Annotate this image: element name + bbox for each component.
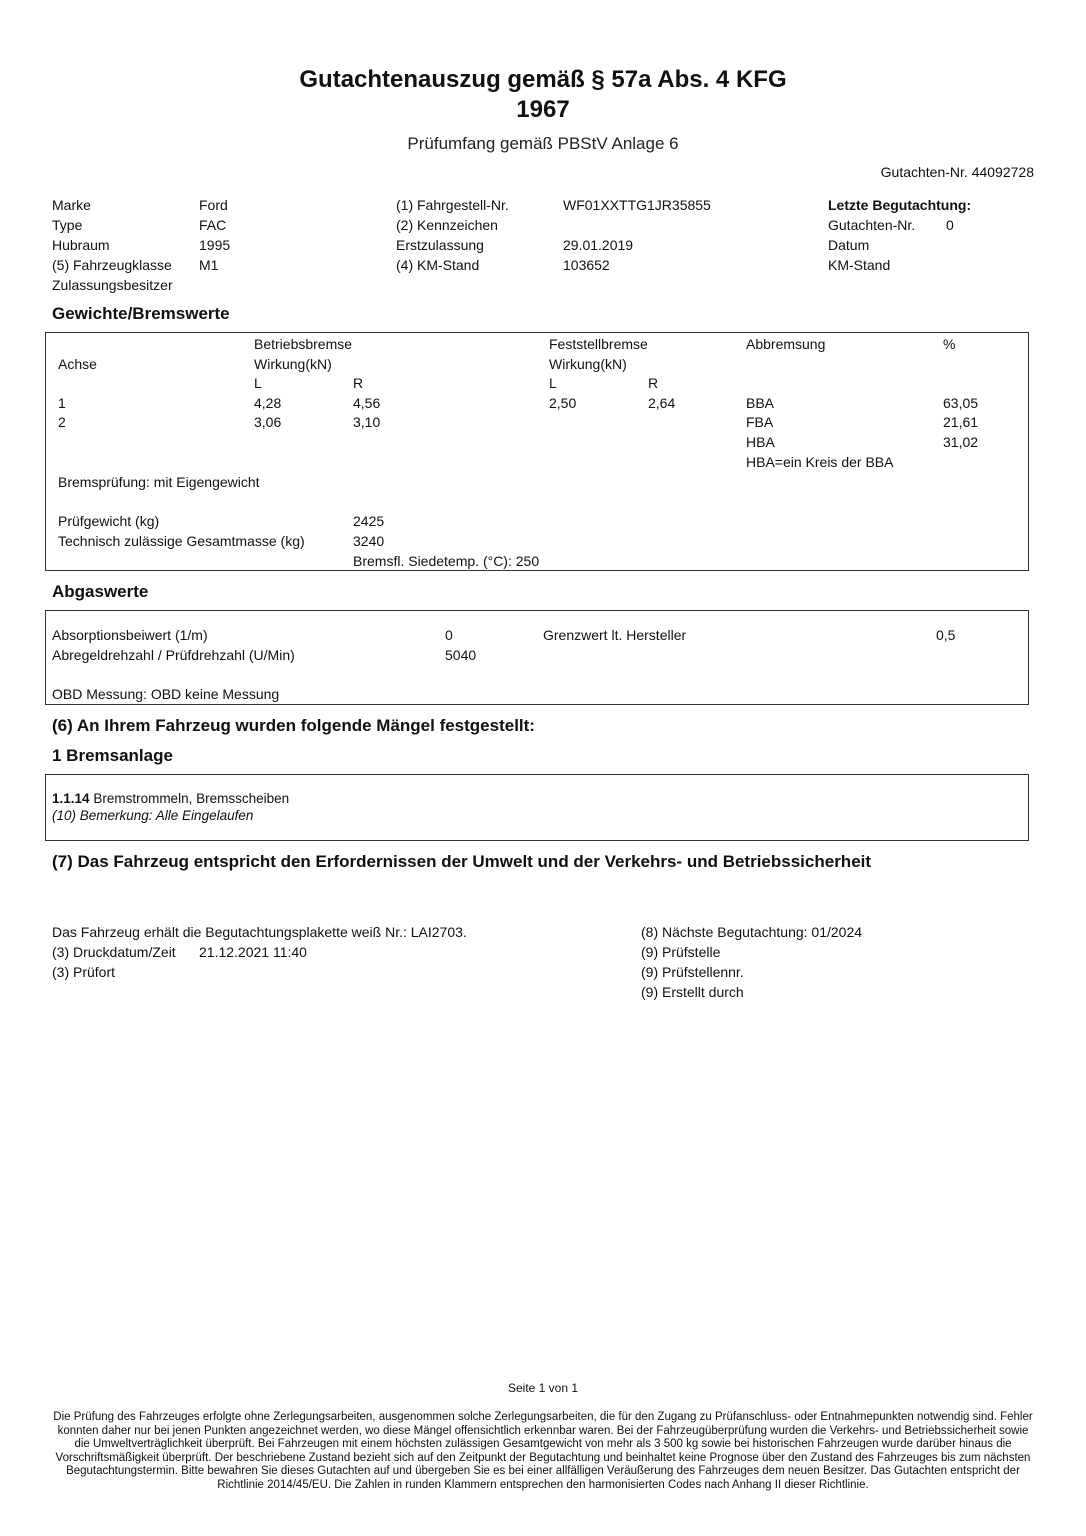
axle-1-number: 1 <box>58 395 66 411</box>
absorption-label: Absorptionsbeiwert (1/m) <box>52 627 208 643</box>
naechste-begutachtung: (8) Nächste Begutachtung: 01/2024 <box>641 924 863 940</box>
fest-l-header: L <box>549 375 557 391</box>
axle-1-fest-l: 2,50 <box>549 395 577 411</box>
marke-value: Ford <box>199 197 228 213</box>
letzte-km-label: KM-Stand <box>828 257 891 273</box>
defect-remark: (10) Bemerkung: Alle Eingelaufen <box>52 808 254 823</box>
hubraum-label: Hubraum <box>52 237 110 253</box>
footer-disclaimer: Die Prüfung des Fahrzeuges erfolgte ohne Zerlegungsarbeiten, ausgenommen solche Zerlegungsarbeiten, die für den Zugang zu Prüfanschluss- oder Entnahmepunkten notwendig sind. Fehler konnten daher nur bei jenen Punkten angezeichnet werden, wo diese Mängel offensichtlich erkennbar waren. Bei der Fahrzeugüberprüfung wurden die Verkehrs- und Betriebssicherheit sowie die Umweltverträglichkeit überprüft. Bei Fahrzeugen mit einem höchsten zulässigen Gesamtgewicht von mehr als 3 500 kg sowie bei historischen Fahrzeugen wurde darüber hinaus die Vorschriftsmäßigkeit überprüft. Der beschriebene Zustand bezieht sich auf den Zeitpunkt der Begutachtung und beinhaltet keine Prognose über den Zustand des Fahrzeuges bis zum nächsten Begutachtungstermin. Bitte bewahren Sie dieses Gutachten auf und übergeben Sie es bei einer allfälligen Veräußerung des Fahrzeuges dem neuen Besitzer. Das Gutachten entspricht der Richtlinie 2014/45/EU. Die Zahlen in runden Klammern entsprechen den harmonisierten Codes nach Anhang II dieser Richtlinie. <box>53 1411 1033 1491</box>
gutachten-number: Gutachten-Nr. 44092728 <box>880 164 1034 180</box>
druck-label: (3) Druckdatum/Zeit <box>52 944 176 960</box>
axle-1-fest-r: 2,64 <box>648 395 676 411</box>
marke-label: Marke <box>52 197 91 213</box>
pruefstellennr-label: (9) Prüfstellennr. <box>641 964 744 980</box>
erstzulassung-label: Erstzulassung <box>396 237 484 253</box>
bba-label: BBA <box>746 395 775 411</box>
betriebsbremse-header: Betriebsbremse <box>254 336 353 352</box>
hba-label: HBA <box>746 434 775 450</box>
defects-heading: (6) An Ihrem Fahrzeug wurden folgende Mängel festgestellt: <box>52 716 535 735</box>
achse-header: Achse <box>58 356 97 372</box>
pruefgewicht-label: Prüfgewicht (kg) <box>58 513 160 529</box>
letzte-nr-value: 0 <box>946 217 954 233</box>
klasse-value: M1 <box>199 257 219 273</box>
gesamtmasse-value: 3240 <box>353 533 385 549</box>
obd-text: OBD Messung: OBD keine Messung <box>52 686 280 702</box>
kennzeichen-label: (2) Kennzeichen <box>396 217 498 233</box>
besitzer-label: Zulassungsbesitzer <box>52 277 173 293</box>
letzte-nr-label: Gutachten-Nr. <box>828 217 916 233</box>
fahrgestell-value: WF01XXTTG1JR35855 <box>563 197 711 213</box>
emissions-heading: Abgaswerte <box>52 582 149 601</box>
type-value: FAC <box>199 217 227 233</box>
percent-header: % <box>943 336 956 352</box>
feststellbremse-header: Feststellbremse <box>549 336 648 352</box>
letzte-datum-label: Datum <box>828 237 870 253</box>
betrieb-r-header: R <box>353 375 364 391</box>
document-subtitle: Prüfumfang gemäß PBStV Anlage 6 <box>407 134 679 153</box>
fba-label: FBA <box>746 414 774 430</box>
hba-note: HBA=ein Kreis der BBA <box>746 454 894 470</box>
absorption-value: 0 <box>445 627 453 643</box>
wirkung-betrieb-header: Wirkung(kN) <box>254 356 332 372</box>
druck-value: 21.12.2021 11:40 <box>199 944 307 960</box>
axle-1-betrieb-r: 4,56 <box>353 395 381 411</box>
pruefstelle-label: (9) Prüfstelle <box>641 944 721 960</box>
fahrgestell-label: (1) Fahrgestell-Nr. <box>396 197 509 213</box>
klasse-label: (5) Fahrzeugklasse <box>52 257 172 273</box>
hubraum-value: 1995 <box>199 237 231 253</box>
hba-value: 31,02 <box>943 434 979 450</box>
document-title-line1: Gutachtenauszug gemäß § 57a Abs. 4 KFG <box>299 66 787 93</box>
erstellt-durch-label: (9) Erstellt durch <box>641 984 744 1000</box>
km-label: (4) KM-Stand <box>396 257 480 273</box>
bremspruefung-text: Bremsprüfung: mit Eigengewicht <box>58 474 260 490</box>
wirkung-fest-header: Wirkung(kN) <box>549 356 627 372</box>
document-title-line2: 1967 <box>516 96 570 123</box>
page-number: Seite 1 von 1 <box>507 1381 579 1395</box>
pruefgewicht-value: 2425 <box>353 513 385 529</box>
defect-code: 1.1.14 <box>52 791 90 806</box>
grenzwert-label: Grenzwert lt. Hersteller <box>543 627 687 643</box>
axle-2-betrieb-l: 3,06 <box>254 414 282 430</box>
erstzulassung-value: 29.01.2019 <box>563 237 634 253</box>
defect-category: 1 Bremsanlage <box>52 746 173 765</box>
abbremsung-header: Abbremsung <box>746 336 826 352</box>
type-label: Type <box>52 217 83 233</box>
drehzahl-label: Abregeldrehzahl / Prüfdrehzahl (U/Min) <box>52 647 295 663</box>
pruefort-label: (3) Prüfort <box>52 964 116 980</box>
plakette-text: Das Fahrzeug erhält die Begutachtungsplakette weiß Nr.: LAI2703. <box>52 924 467 940</box>
fest-r-header: R <box>648 375 659 391</box>
betrieb-l-header: L <box>254 375 262 391</box>
defect-description: Bremstrommeln, Bremsscheiben <box>93 791 290 806</box>
drehzahl-value: 5040 <box>445 647 477 663</box>
fba-value: 21,61 <box>943 414 979 430</box>
siedetemp-text: Bremsfl. Siedetemp. (°C): 250 <box>353 553 540 569</box>
gesamtmasse-label: Technisch zulässige Gesamtmasse (kg) <box>58 533 305 549</box>
letzte-begutachtung-label: Letzte Begutachtung: <box>828 197 972 213</box>
grenzwert-value: 0,5 <box>936 627 956 643</box>
bba-value: 63,05 <box>943 395 979 411</box>
conclusion-text: (7) Das Fahrzeug entspricht den Erfordernissen der Umwelt und der Verkehrs- und Betriebssicherheit <box>52 852 872 871</box>
weights-heading: Gewichte/Bremswerte <box>52 304 230 323</box>
axle-1-betrieb-l: 4,28 <box>254 395 282 411</box>
axle-2-betrieb-r: 3,10 <box>353 414 381 430</box>
defect-item <box>52 791 289 806</box>
km-value: 103652 <box>563 257 610 273</box>
axle-2-number: 2 <box>58 414 66 430</box>
